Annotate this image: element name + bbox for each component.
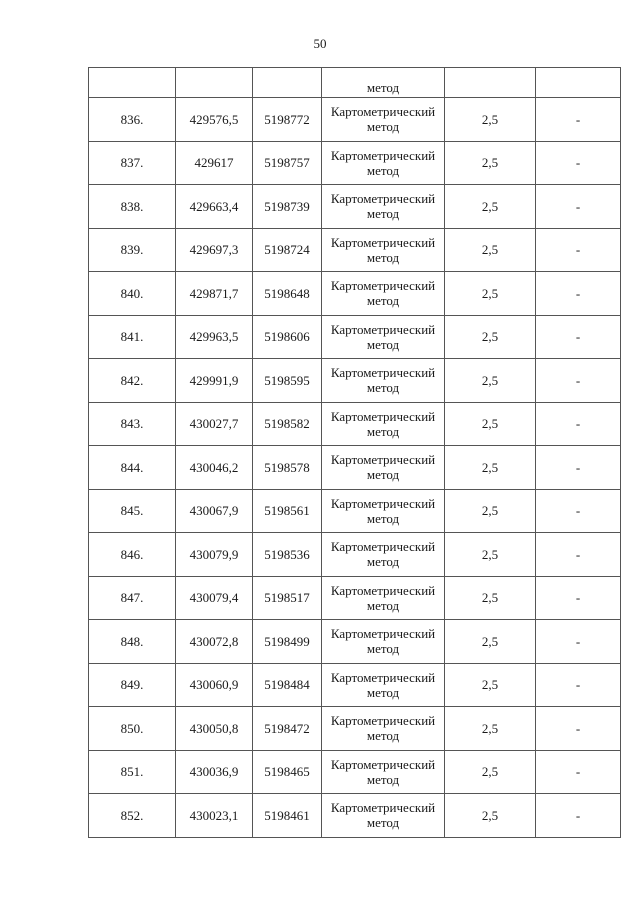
table-row [89, 315, 621, 359]
cell-number: 836. [89, 98, 176, 142]
cell-accuracy: 2,5 [445, 98, 536, 142]
cell-number: 847. [89, 576, 176, 620]
cell-accuracy: 2,5 [445, 185, 536, 229]
cell-note: - [536, 663, 621, 707]
cell-y-coordinate: 5198757 [253, 141, 322, 185]
cell-accuracy: 2,5 [445, 750, 536, 794]
table-row [89, 228, 621, 272]
table-row [89, 576, 621, 620]
cell-x-coordinate: 430050,8 [176, 707, 253, 751]
cell-accuracy: 2,5 [445, 141, 536, 185]
continued-cell-y [253, 68, 322, 98]
cell-method: Картометрический метод [322, 98, 445, 142]
cell-x-coordinate: 430046,2 [176, 446, 253, 490]
cell-method: Картометрический метод [322, 228, 445, 272]
cell-note: - [536, 228, 621, 272]
cell-number: 848. [89, 620, 176, 664]
cell-note: - [536, 315, 621, 359]
cell-method: Картометрический метод [322, 185, 445, 229]
cell-number: 839. [89, 228, 176, 272]
cell-accuracy: 2,5 [445, 402, 536, 446]
cell-x-coordinate: 430036,9 [176, 750, 253, 794]
cell-accuracy: 2,5 [445, 620, 536, 664]
cell-note: - [536, 402, 621, 446]
cell-accuracy: 2,5 [445, 794, 536, 838]
table-row [89, 98, 621, 142]
cell-method: Картометрический метод [322, 576, 445, 620]
cell-y-coordinate: 5198465 [253, 750, 322, 794]
cell-accuracy: 2,5 [445, 228, 536, 272]
cell-method: Картометрический метод [322, 446, 445, 490]
table-row [89, 402, 621, 446]
coordinates-table [88, 67, 621, 838]
cell-accuracy: 2,5 [445, 663, 536, 707]
cell-y-coordinate: 5198517 [253, 576, 322, 620]
table-row [89, 707, 621, 751]
table-row [89, 620, 621, 664]
cell-y-coordinate: 5198724 [253, 228, 322, 272]
cell-number: 843. [89, 402, 176, 446]
cell-number: 842. [89, 359, 176, 403]
cell-x-coordinate: 430023,1 [176, 794, 253, 838]
cell-note: - [536, 750, 621, 794]
table-row [89, 663, 621, 707]
cell-accuracy: 2,5 [445, 576, 536, 620]
table-row [89, 141, 621, 185]
table-row [89, 750, 621, 794]
cell-method: Картометрический метод [322, 272, 445, 316]
table-row [89, 794, 621, 838]
cell-note: - [536, 576, 621, 620]
cell-note: - [536, 794, 621, 838]
cell-y-coordinate: 5198472 [253, 707, 322, 751]
cell-x-coordinate: 430060,9 [176, 663, 253, 707]
cell-method: Картометрический метод [322, 707, 445, 751]
cell-note: - [536, 707, 621, 751]
cell-x-coordinate: 429697,3 [176, 228, 253, 272]
cell-note: - [536, 185, 621, 229]
cell-number: 852. [89, 794, 176, 838]
cell-y-coordinate: 5198772 [253, 98, 322, 142]
cell-y-coordinate: 5198499 [253, 620, 322, 664]
table-row [89, 533, 621, 577]
cell-method: Картометрический метод [322, 533, 445, 577]
cell-number: 845. [89, 489, 176, 533]
cell-y-coordinate: 5198578 [253, 446, 322, 490]
cell-x-coordinate: 430027,7 [176, 402, 253, 446]
table-row [89, 359, 621, 403]
page-number: 50 [313, 36, 327, 51]
cell-x-coordinate: 429576,5 [176, 98, 253, 142]
cell-accuracy: 2,5 [445, 359, 536, 403]
table-row [89, 185, 621, 229]
cell-accuracy: 2,5 [445, 533, 536, 577]
cell-method: Картометрический метод [322, 359, 445, 403]
continued-cell-note [536, 68, 621, 98]
cell-x-coordinate: 430079,4 [176, 576, 253, 620]
cell-note: - [536, 141, 621, 185]
cell-number: 851. [89, 750, 176, 794]
cell-note: - [536, 489, 621, 533]
cell-x-coordinate: 429663,4 [176, 185, 253, 229]
cell-y-coordinate: 5198739 [253, 185, 322, 229]
cell-number: 841. [89, 315, 176, 359]
cell-y-coordinate: 5198484 [253, 663, 322, 707]
cell-method: Картометрический метод [322, 663, 445, 707]
continued-cell-accuracy [445, 68, 536, 98]
cell-method: Картометрический метод [322, 489, 445, 533]
cell-number: 844. [89, 446, 176, 490]
cell-number: 850. [89, 707, 176, 751]
cell-y-coordinate: 5198461 [253, 794, 322, 838]
continued-cell-number [89, 68, 176, 98]
cell-accuracy: 2,5 [445, 446, 536, 490]
cell-y-coordinate: 5198561 [253, 489, 322, 533]
cell-method: Картометрический метод [322, 620, 445, 664]
cell-y-coordinate: 5198648 [253, 272, 322, 316]
cell-y-coordinate: 5198595 [253, 359, 322, 403]
continued-cell-x [176, 68, 253, 98]
cell-note: - [536, 620, 621, 664]
cell-y-coordinate: 5198536 [253, 533, 322, 577]
cell-number: 840. [89, 272, 176, 316]
table-row [89, 272, 621, 316]
cell-method: Картометрический метод [322, 315, 445, 359]
table-row [89, 489, 621, 533]
cell-number: 838. [89, 185, 176, 229]
cell-x-coordinate: 429963,5 [176, 315, 253, 359]
cell-accuracy: 2,5 [445, 272, 536, 316]
cell-note: - [536, 98, 621, 142]
cell-accuracy: 2,5 [445, 489, 536, 533]
cell-note: - [536, 533, 621, 577]
cell-x-coordinate: 430079,9 [176, 533, 253, 577]
continued-row [89, 68, 621, 98]
cell-accuracy: 2,5 [445, 315, 536, 359]
cell-method: Картометрический метод [322, 402, 445, 446]
cell-note: - [536, 359, 621, 403]
cell-number: 837. [89, 141, 176, 185]
cell-accuracy: 2,5 [445, 707, 536, 751]
cell-note: - [536, 272, 621, 316]
continued-cell-method: метод [322, 68, 445, 98]
cell-method: Картометрический метод [322, 794, 445, 838]
cell-note: - [536, 446, 621, 490]
cell-number: 849. [89, 663, 176, 707]
cell-y-coordinate: 5198606 [253, 315, 322, 359]
cell-x-coordinate: 430072,8 [176, 620, 253, 664]
cell-x-coordinate: 429617 [176, 141, 253, 185]
table-row [89, 446, 621, 490]
cell-y-coordinate: 5198582 [253, 402, 322, 446]
cell-x-coordinate: 429991,9 [176, 359, 253, 403]
cell-x-coordinate: 430067,9 [176, 489, 253, 533]
cell-method: Картометрический метод [322, 141, 445, 185]
cell-number: 846. [89, 533, 176, 577]
cell-x-coordinate: 429871,7 [176, 272, 253, 316]
cell-method: Картометрический метод [322, 750, 445, 794]
